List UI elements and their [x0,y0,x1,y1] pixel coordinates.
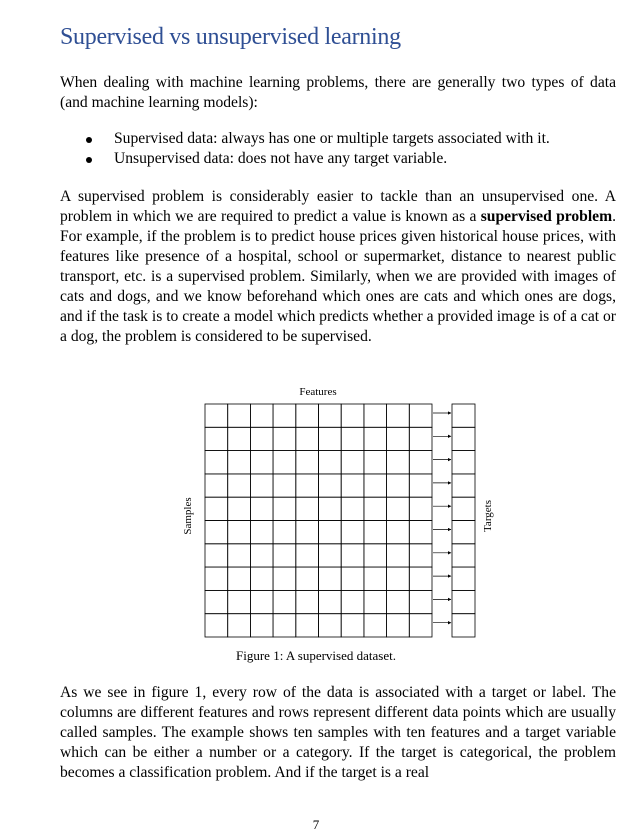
feature-cell [364,497,387,520]
feature-cell [409,521,432,544]
feature-cell [341,614,364,637]
feature-cell [273,590,296,613]
feature-cell [387,404,410,427]
feature-cell [319,521,342,544]
feature-cell [205,590,228,613]
feature-cell [409,451,432,474]
target-cell [452,497,475,520]
feature-cell [250,404,273,427]
page-number: 7 [312,817,320,832]
intro-paragraph: When dealing with machine learning problems, there are generally two types of data (and machine learning models): [60,74,616,111]
feature-cell [228,404,251,427]
feature-cell [319,497,342,520]
feature-cell [319,474,342,497]
supervised-text-end: . For example, if the problem is to predict house prices given historical house prices, with features like presence of a hospital, school or supermarket, distance to nearest public transport, etc. is a supervised problem. Similarly, when we are provided with images of cats and dogs, and we know beforehand which ones are cats and which ones are dogs, and if the task is to create a model which predicts whether a provided image is of a cat or a dog, the problem is considered to be supervised. [60,208,616,345]
feature-cell [364,427,387,450]
feature-cell [228,614,251,637]
feature-cell [364,614,387,637]
page-title: Supervised vs unsupervised learning [60,24,401,50]
feature-cell [250,614,273,637]
feature-cell [250,544,273,567]
feature-cell [296,451,319,474]
feature-cell [273,427,296,450]
feature-cell [319,404,342,427]
feature-cell [273,544,296,567]
supervised-text-start: A supervised problem is considerably easier to tackle than an unsupervised one. A problem in which we are required to predict a value is known as a [60,188,616,225]
feature-cell [341,451,364,474]
feature-cell [409,404,432,427]
feature-cell [296,497,319,520]
feature-cell [273,497,296,520]
feature-cell [319,427,342,450]
feature-cell [341,567,364,590]
classification-paragraph: As we see in figure 1, every row of the data is associated with a target or label. The columns are different features and rows represent different data points which are usually called samples. The example shows ten samples with ten features and a target variable which can be either a number or a category. If the target is categorical, the problem becomes a classification problem. And if the target is a real [60,684,616,781]
target-cell [452,451,475,474]
feature-cell [296,404,319,427]
feature-cell [387,567,410,590]
bullet-icon [86,157,92,163]
feature-cell [250,497,273,520]
feature-cell [250,427,273,450]
feature-cell [205,404,228,427]
feature-cell [341,590,364,613]
feature-cell [364,451,387,474]
feature-cell [205,497,228,520]
feature-cell [364,544,387,567]
feature-cell [319,544,342,567]
feature-cell [319,567,342,590]
feature-cell [409,614,432,637]
features-label: Features [299,386,337,398]
feature-cell [205,567,228,590]
targets-label: Targets [482,499,494,533]
feature-cell [364,404,387,427]
feature-cell [387,590,410,613]
feature-cell [228,567,251,590]
feature-cell [409,497,432,520]
feature-cell [387,544,410,567]
feature-cell [341,404,364,427]
supervised-dataset-figure [170,380,494,670]
feature-cell [387,427,410,450]
feature-cell [341,497,364,520]
feature-cell [273,614,296,637]
feature-cell [409,427,432,450]
samples-label: Samples [182,497,194,535]
target-cell [452,544,475,567]
target-cell [452,567,475,590]
target-cell [452,404,475,427]
feature-cell [387,474,410,497]
list-item [60,129,616,149]
feature-cell [364,590,387,613]
feature-cell [296,474,319,497]
feature-cell [296,614,319,637]
feature-cell [273,567,296,590]
feature-cell [273,474,296,497]
feature-cell [228,474,251,497]
feature-cell [228,521,251,544]
feature-cell [341,521,364,544]
feature-cell [296,521,319,544]
feature-grid [205,404,432,637]
feature-cell [409,567,432,590]
feature-cell [409,590,432,613]
feature-cell [273,404,296,427]
feature-cell [296,544,319,567]
feature-cell [341,427,364,450]
feature-cell [341,544,364,567]
target-cell [452,427,475,450]
data-types-list [60,129,616,169]
feature-cell [205,451,228,474]
feature-cell [364,567,387,590]
feature-cell [319,590,342,613]
feature-cell [250,451,273,474]
feature-cell [228,544,251,567]
supervised-problem-term: supervised problem [480,208,613,225]
feature-cell [205,521,228,544]
feature-cell [205,474,228,497]
feature-cell [296,590,319,613]
target-column [452,404,475,637]
feature-cell [250,590,273,613]
feature-cell [273,451,296,474]
feature-cell [341,474,364,497]
figure-caption: Figure 1: A supervised dataset. [236,648,396,663]
feature-cell [387,497,410,520]
feature-cell [296,567,319,590]
feature-cell [409,544,432,567]
target-arrows [433,413,451,623]
feature-cell [228,451,251,474]
feature-cell [387,614,410,637]
feature-cell [319,451,342,474]
target-cell [452,474,475,497]
feature-cell [250,474,273,497]
feature-cell [409,474,432,497]
feature-cell [364,521,387,544]
feature-cell [205,544,228,567]
target-cell [452,521,475,544]
feature-cell [250,567,273,590]
feature-cell [273,521,296,544]
bullet-text-supervised: Supervised data: always has one or multiple targets associated with it. [114,130,550,147]
target-cell [452,590,475,613]
feature-cell [296,427,319,450]
feature-cell [205,614,228,637]
feature-cell [205,427,228,450]
feature-cell [228,590,251,613]
feature-cell [228,427,251,450]
bullet-icon [86,137,92,143]
supervised-paragraph [60,187,616,347]
feature-cell [228,497,251,520]
feature-cell [364,474,387,497]
feature-cell [387,451,410,474]
list-item [60,149,616,169]
bullet-text-unsupervised: Unsupervised data: does not have any target variable. [114,150,448,167]
target-cell [452,614,475,637]
feature-cell [250,521,273,544]
feature-cell [319,614,342,637]
feature-cell [387,521,410,544]
